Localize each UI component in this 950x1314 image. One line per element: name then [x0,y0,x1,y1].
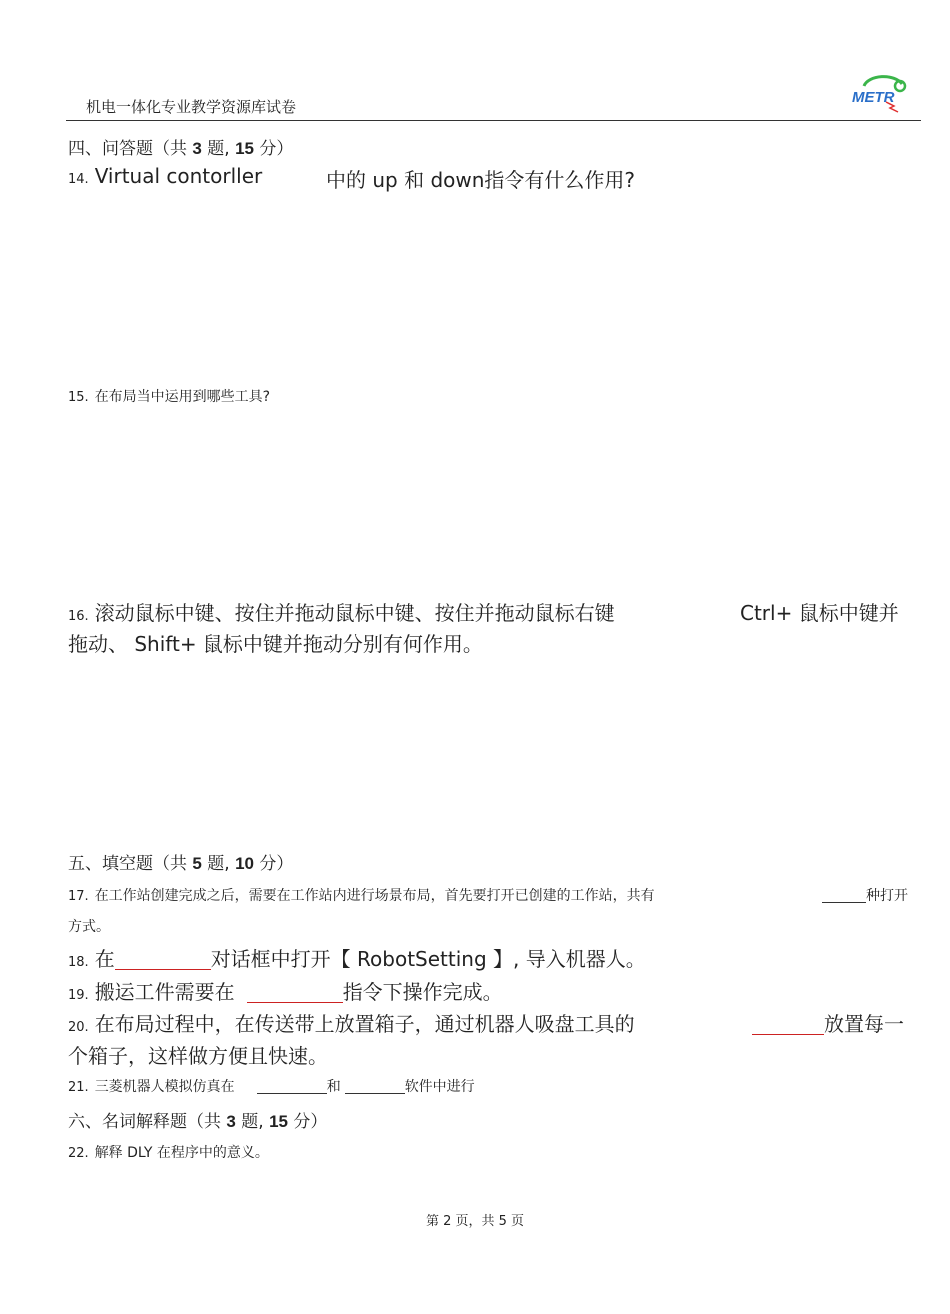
answer-blank-19[interactable] [247,981,343,1003]
question-17: 17. 在工作站创建完成之后，需要在工作站内进行场景布局，首先要打开已创建的工作站，共有 [68,888,655,904]
question-16: 16. 滚动鼠标中键、按住并拖动鼠标中键、按住并拖动鼠标右键 [68,601,615,625]
question-22: 22. 解释 DLY 在程序中的意义。 [68,1145,269,1161]
question-18: 18. 在 对话框中打开【 RobotSetting 】, 导入机器人。 [68,947,646,971]
question-21: 21. 三菱机器人模拟仿真在 和 软件中进行 [68,1079,475,1095]
question-15: 15. 在布局当中运用到哪些工具? [68,389,271,405]
section-6-heading: 六、名词解释题（共 3 题, 15 分） [68,1112,328,1132]
header-divider [66,120,921,121]
question-19: 19. 搬运工件需要在 指令下操作完成。 [68,980,503,1004]
question-20: 20. 在布局过程中，在传送带上放置箱子，通过机器人吸盘工具的 [68,1012,635,1036]
question-14: 14. Virtual contorller [68,164,263,188]
answer-blank-21a[interactable] [257,1078,327,1094]
question-17-line2: 方式。 [68,919,110,935]
page-footer: 第 2 页，共 5 页 [425,1214,525,1229]
header-title: 机电一体化专业教学资源库试卷 [86,98,297,116]
question-17-blank-group: 种打开 [822,885,908,905]
answer-blank-21b[interactable] [345,1078,405,1094]
answer-blank-20[interactable] [752,1013,824,1035]
question-16-line2: 拖动、 Shift+ 鼠标中键并拖动分别有何作用。 [68,632,483,656]
section-5-heading: 五、填空题（共 5 题, 10 分） [68,854,294,874]
answer-blank-18[interactable] [115,948,211,970]
question-20-line2: 个箱子，这样做方便且快速。 [68,1044,328,1068]
logo-text: METR [852,89,895,106]
answer-blank-17[interactable] [822,887,866,903]
question-16-cont: Ctrl+ 鼠标中键并 [740,601,899,625]
question-14-cont: 中的 up 和 down指令有什么作用? [326,168,636,192]
section-4-heading: 四、问答题（共 3 题, 15 分） [68,139,294,159]
question-20-blank-group: 放置每一 [752,1008,904,1037]
metr-logo-icon [850,72,910,114]
